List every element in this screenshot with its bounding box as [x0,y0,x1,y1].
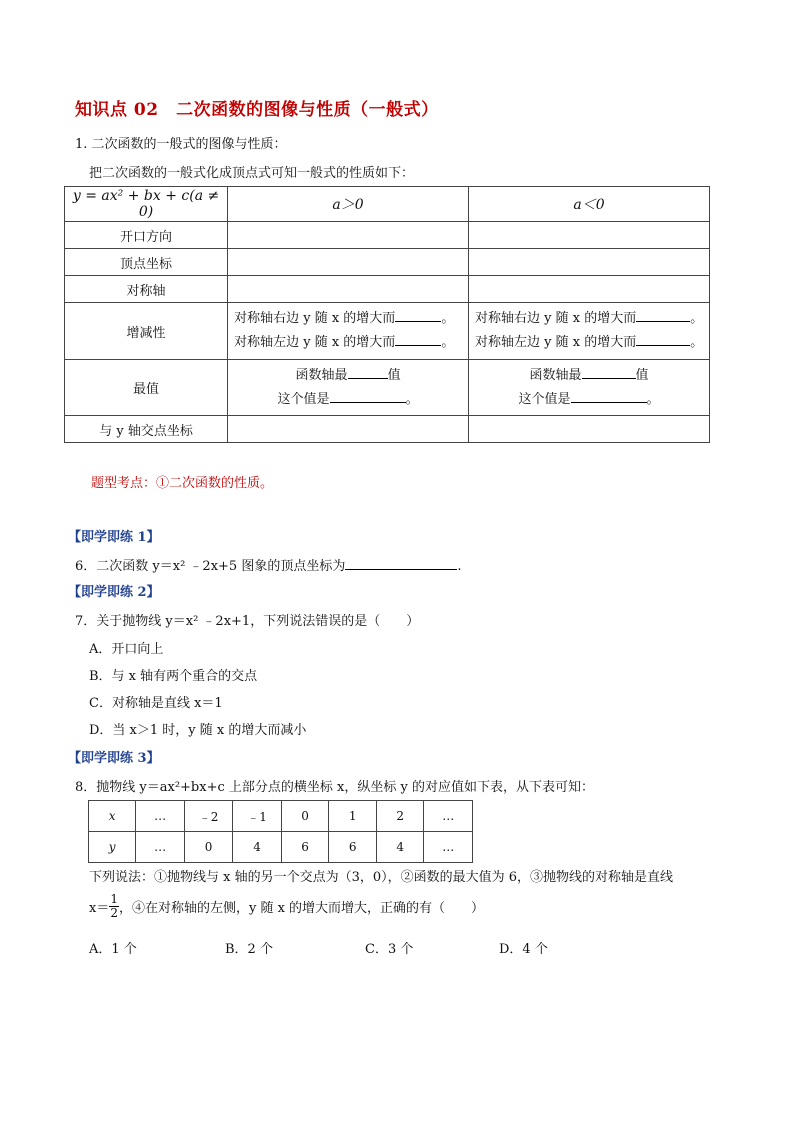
row-label-y-intercept: 与 y 轴交点坐标 [65,416,228,443]
table-cell: 6 [281,832,329,863]
blank-line [582,366,636,379]
cell-extreme-pos: 函数轴最 值 这个值是 。 [228,360,469,416]
fraction-one-half: $\frac{1}{2}$ [110,892,118,920]
row-label-monotonic: 增减性 [65,303,228,360]
row-label-vertex: 顶点坐标 [65,249,228,276]
left-side-text: 对称轴左边 y 随 x 的增大而 [475,335,637,350]
practice-3-statements-line-2: x＝ $\frac{1}{2}$ ，④在对称轴的左侧，y 随 x 的增大而增大，正确的有（ ） [89,892,485,920]
practice-2-question: 7．关于抛物线 y＝x² ﹣2x+1，下列说法错误的是（ ） [75,614,420,629]
table-cell: … [424,832,473,863]
cell-axis-pos [228,276,469,303]
exam-point: 题型考点：①二次函数的性质。 [91,476,274,491]
table-cell: 6 [329,832,377,863]
table-cell: x [89,801,136,832]
table-cell: … [136,801,185,832]
row-label-extreme: 最值 [65,360,228,416]
practice-2-option-a: A．开口向上 [89,642,164,657]
practice-2-label: 【即学即练 2】 [68,585,160,600]
right-side-text: 对称轴右边 y 随 x 的增大而 [475,311,637,326]
practice-1-label: 【即学即练 1】 [68,530,160,545]
cell-opening-pos [228,222,469,249]
practice-2-option-d: D．当 x＞1 时，y 随 x 的增大而减小 [89,723,307,738]
a-negative-label: a＜0 [573,197,605,213]
cell-axis-neg [469,276,710,303]
table-cell: ﹣1 [233,801,282,832]
practice-3-statements-line-1: 下列说法：①抛物线与 x 轴的另一个交点为（3，0），②函数的最大值为 6，③抛物线的对称轴是直线 [89,870,674,885]
table-cell: y [89,832,136,863]
general-form-formula: y = ax² + bx + c(a ≠ 0) [72,188,220,220]
value-table [88,800,473,863]
row-label-axis: 对称轴 [65,276,228,303]
row-label-opening: 开口方向 [65,222,228,249]
practice-1-question: 6．二次函数 y＝x² ﹣2x+5 图象的顶点坐标为 . [75,559,462,574]
cell-y-intercept-neg [469,416,710,443]
table-cell: … [424,801,473,832]
blank-line [636,333,690,346]
cell-extreme-neg: 函数轴最 值 这个值是 。 [469,360,710,416]
a-positive-label: a＞0 [332,197,364,213]
intro-line-2: 把二次函数的一般式化成顶点式可知一般式的性质如下： [89,166,415,181]
table-cell: 1 [329,801,377,832]
cell-opening-neg [469,222,710,249]
practice-3-option-b: B．2 个 [225,942,273,957]
answer-blank [345,557,457,570]
blank-line [636,309,690,322]
cell-y-intercept-pos [228,416,469,443]
table-cell: 4 [233,832,282,863]
table-cell: ﹣2 [184,801,233,832]
section-title: 知识点 02 二次函数的图像与性质（一般式） [75,100,439,120]
formula-cell [65,187,228,222]
table-cell: 0 [184,832,233,863]
header-a-positive [228,187,469,222]
practice-3-option-a: A．1 个 [89,942,137,957]
right-side-text: 对称轴右边 y 随 x 的增大而 [234,311,396,326]
practice-3-option-c: C．3 个 [365,942,414,957]
blank-line [330,390,406,403]
practice-3-option-d: D．4 个 [499,942,548,957]
practice-2-option-b: B．与 x 轴有两个重合的交点 [89,669,258,684]
cell-monotonic-neg: 对称轴右边 y 随 x 的增大而 。 对称轴左边 y 随 x 的增大而 。 [469,303,710,360]
cell-vertex-neg [469,249,710,276]
cell-monotonic-pos: 对称轴右边 y 随 x 的增大而 。 对称轴左边 y 随 x 的增大而 。 [228,303,469,360]
cell-vertex-pos [228,249,469,276]
table-cell: 2 [376,801,424,832]
blank-line [395,309,441,322]
property-table [64,186,710,443]
header-a-negative [469,187,710,222]
blank-line [348,366,388,379]
table-cell: … [136,832,185,863]
intro-line-1: 1. 二次函数的一般式的图像与性质： [75,137,287,152]
practice-2-option-c: C．对称轴是直线 x＝1 [89,696,223,711]
blank-line [571,390,647,403]
table-row-y [89,832,473,863]
blank-line [395,333,441,346]
table-cell: 4 [376,832,424,863]
left-side-text: 对称轴左边 y 随 x 的增大而 [234,335,396,350]
practice-3-label: 【即学即练 3】 [68,751,160,766]
table-cell: 0 [281,801,329,832]
practice-3-question: 8．抛物线 y＝ax²+bx+c 上部分点的横坐标 x，纵坐标 y 的对应值如下表，从下表可知： [75,780,594,795]
table-row-x [89,801,473,832]
